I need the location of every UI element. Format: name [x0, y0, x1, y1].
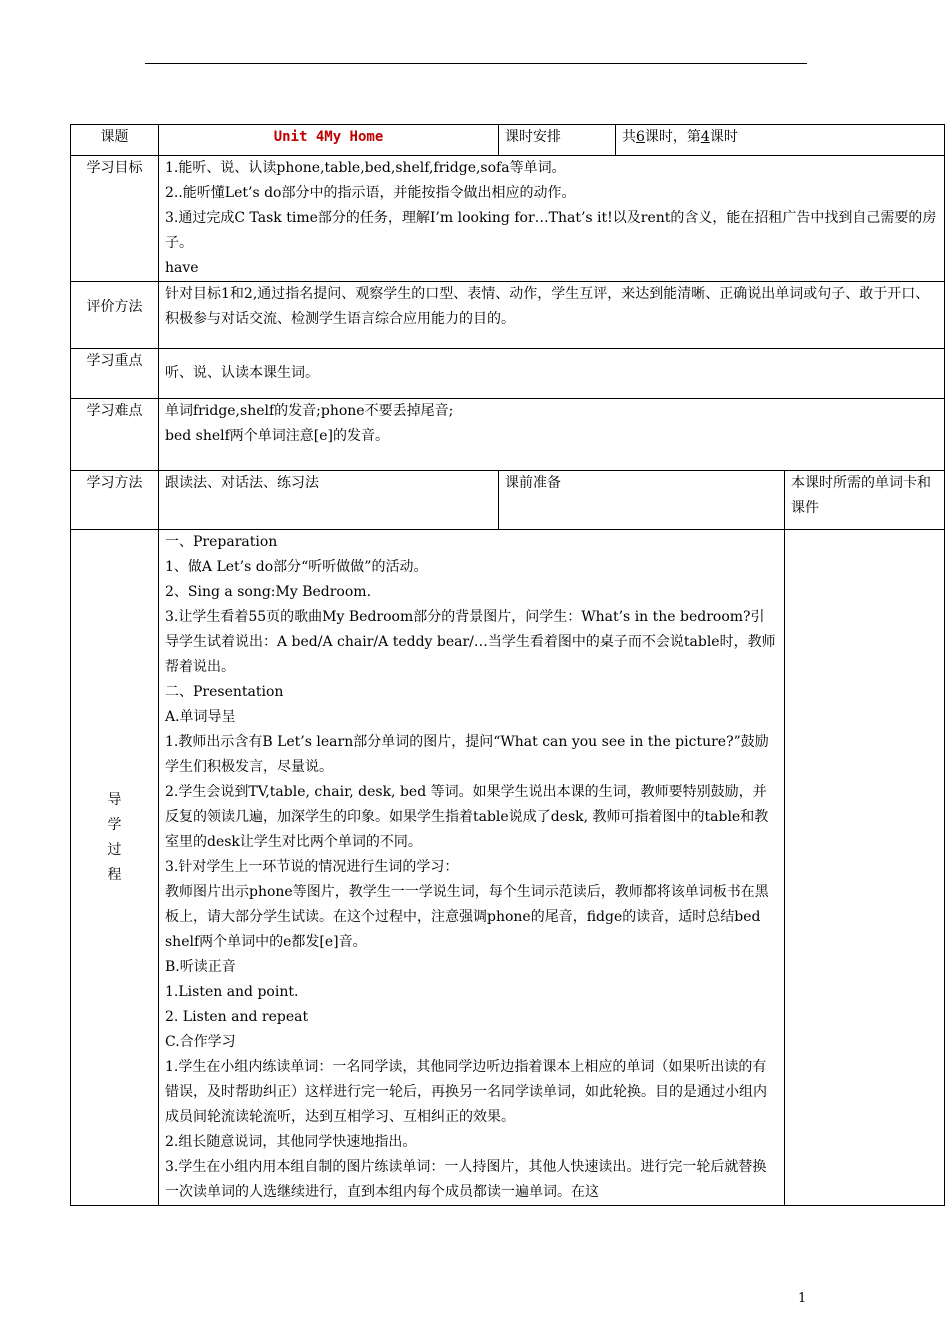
row-evaluation	[71, 282, 945, 349]
row-difficulty	[71, 399, 945, 471]
label-goals: 学习目标	[71, 156, 159, 282]
label-topic: 课题	[71, 125, 159, 156]
label-preparation: 课前准备	[499, 471, 785, 530]
focus-content: 听、说、认读本课生词。	[159, 349, 945, 399]
label-process: 导 学 过 程	[71, 530, 159, 1206]
label-difficulty: 学习难点	[71, 399, 159, 471]
process-content: 一、Preparation 1、做A Let’s do部分“听听做做”的活动。 2、Sing a song:My Bedroom. 3.让学生看着55页的歌曲My Bedroom部分的背景图片，问学生：What’s in the bedroom?引导学生试着说出：A bed/A chair/A teddy bear/…当学生看着图中的桌子而不会说table时，教师帮着说出。 二、Presentation A.单词导呈 1.教师出示含有B Let’s learn部分单词的图片，提问“What can you see in the picture?”鼓励学生们积极发言，尽量说。 2.学生会说到TV,table, chair, desk, bed 等词。如果学生说出本课的生词，教师要特别鼓励，并反复的领读几遍，加深学生的印象。如果学生指着table说成了desk, 教师可指着图中的table和教室里的desk让学生对比两个单词的不同。 3.针对学生上一环节说的情况进行生词的学习： 教师图片出示phone等图片，教学生一一学说生词，每个生词示范读后，教师都将该单词板书在黑板上，请大部分学生试读。在这个过程中，注意强调phone的尾音，fidge的读音，适时总结bed shelf两个单词中的e都发[e]音。 B.听读正音 1.Listen and point. 2. Listen and repeat C.合作学习 1.学生在小组内练读单词：一名同学读，其他同学边听边指着课本上相应的单词（如果听出读的有错误，及时帮助纠正）这样进行完一轮后，再换另一名同学读单词，如此轮换。目的是通过小组内成员间轮流读轮流听，达到互相学习、互相纠正的效果。 2.组长随意说词，其他同学快速地指出。 3.学生在小组内用本组自制的图片练读单词：一人持图片，其他人快速读出。进行完一轮后就替换一次读单词的人选继续进行，直到本组内每个成员都读一遍单词。在这	[159, 530, 785, 1206]
label-evaluation: 评价方法	[71, 282, 159, 349]
row-focus	[71, 349, 945, 399]
schedule-total: 6	[636, 129, 645, 145]
schedule-current: 4	[700, 129, 710, 145]
row-goals	[71, 156, 945, 282]
evaluation-content: 针对目标1和2,通过指名提问、观察学生的口型、表情、动作，学生互评，来达到能清晰、正确说出单词或句子、敢于开口、积极参与对话交流、检测学生语言综合应用能力的目的。	[159, 282, 945, 349]
difficulty-content: 单词fridge,shelf的发音;phone不要丢掉尾音; bed shelf两个单词注意[e]的发音。	[159, 399, 945, 471]
method-content: 跟读法、对话法、练习法	[159, 471, 499, 530]
label-schedule: 课时安排	[499, 125, 616, 156]
label-method: 学习方法	[71, 471, 159, 530]
row-topic	[71, 125, 945, 156]
schedule-value: 共6课时，第4课时	[616, 125, 945, 156]
goals-content: 1.能听、说、认读phone,table,bed,shelf,fridge,sofa等单词。 2..能听懂Let’s do部分中的指示语，并能按指令做出相应的动作。 3.通过完成C Task time部分的任务，理解I’m looking for…That’s it!以及rent的含义，能在招租广告中找到自己需要的房子。 have	[159, 156, 945, 282]
label-focus: 学习重点	[71, 349, 159, 399]
process-notes	[785, 530, 945, 1206]
page-number: 1	[798, 1291, 807, 1306]
lesson-plan-table	[70, 124, 945, 1206]
row-method	[71, 471, 945, 530]
row-process	[71, 530, 945, 1206]
header-rule	[145, 63, 807, 64]
preparation-content: 本课时所需的单词卡和课件	[785, 471, 945, 530]
lesson-title: Unit 4My Home	[159, 125, 499, 156]
